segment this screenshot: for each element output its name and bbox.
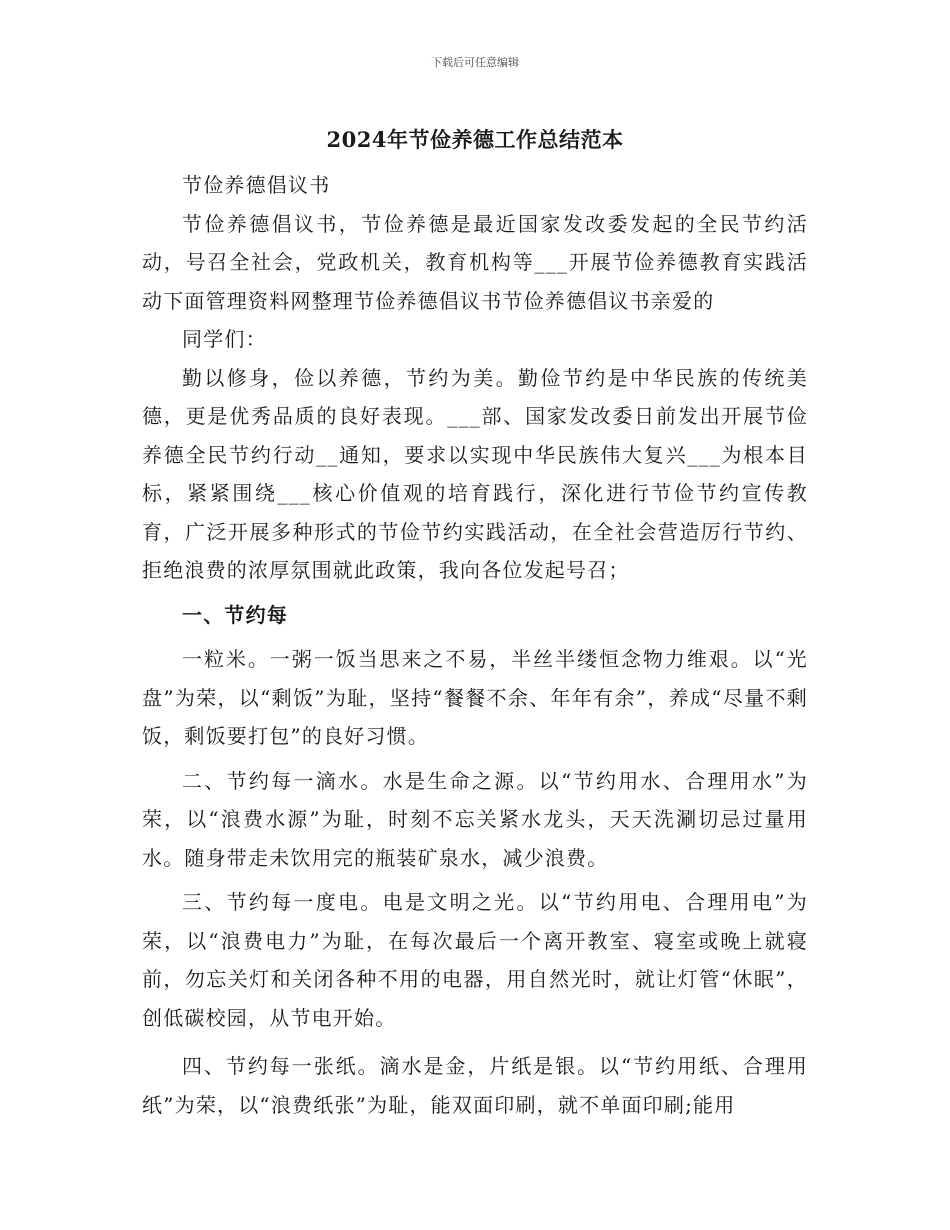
paragraph-electricity: 三、节约每一度电。电是文明之光。以“节约用电、合理用电”为荣，以“浪费电力”为耻，在每次最后一个离开教室、寝室或晚上就寝前，勿忘关灯和关闭各种不用的电器，用自然光时，就让灯管“休眠”，创低碳校园，从节电开始。 (142, 890, 808, 1030)
header-note: 下载后可任意编辑 (431, 56, 519, 69)
paragraph-subtitle: 节俭养德倡议书 (182, 173, 331, 197)
document-body (142, 166, 808, 1124)
paragraph-water: 二、节约每一滴水。水是生命之源。以“节约用水、合理用水”为荣，以“浪费水源”为耻，时刻不忘关紧水龙头，天天洗涮切忌过量用水。随身带走未饮用完的瓶装矿泉水，减少浪费。 (142, 768, 808, 870)
document-title: 2024年节俭养德工作总结范本 (326, 127, 624, 152)
paragraph-paper: 四、节约每一张纸。滴水是金，片纸是银。以“节约用纸、合理用纸”为荣，以“浪费纸张”为耻，能双面印刷，就不单面印刷;能用 (142, 1054, 808, 1117)
paragraph-rice: 一粒米。一粥一饭当思来之不易，半丝半缕恒念物力维艰。以“光盘”为荣，以“剩饭”为耻，坚持“餐餐不余、年年有余”，养成“尽量不剩饭，剩饭要打包”的良好习惯。 (142, 647, 808, 748)
paragraph-greeting: 同学们： (182, 327, 267, 351)
paragraph-intro: 节俭养德倡议书，节俭养德是最近国家发改委发起的全民节约活动，号召全社会，党政机关，教育机构等___开展节俭养德教育实践活动下面管理资料网整理节俭养德倡议书节俭养德倡议书亲爱的 (142, 211, 808, 313)
section-heading-1: 一、节约每 (182, 602, 288, 627)
paragraph-main: 勤以修身，俭以养德，节约为美。勤俭节约是中华民族的传统美德，更是优秀品质的良好表现。___部、国家发改委日前发出开展节俭养德全民节约行动__通知，要求以实现中华民族伟大复兴___为根本目标，紧紧围绕___核心价值观的培育践行，深化进行节俭节约宣传教育，广泛开展多种形式的节俭节约实践活动，在全社会营造厉行节约、拒绝浪费的浓厚氛围就此政策，我向各位发起号召； (142, 365, 808, 582)
